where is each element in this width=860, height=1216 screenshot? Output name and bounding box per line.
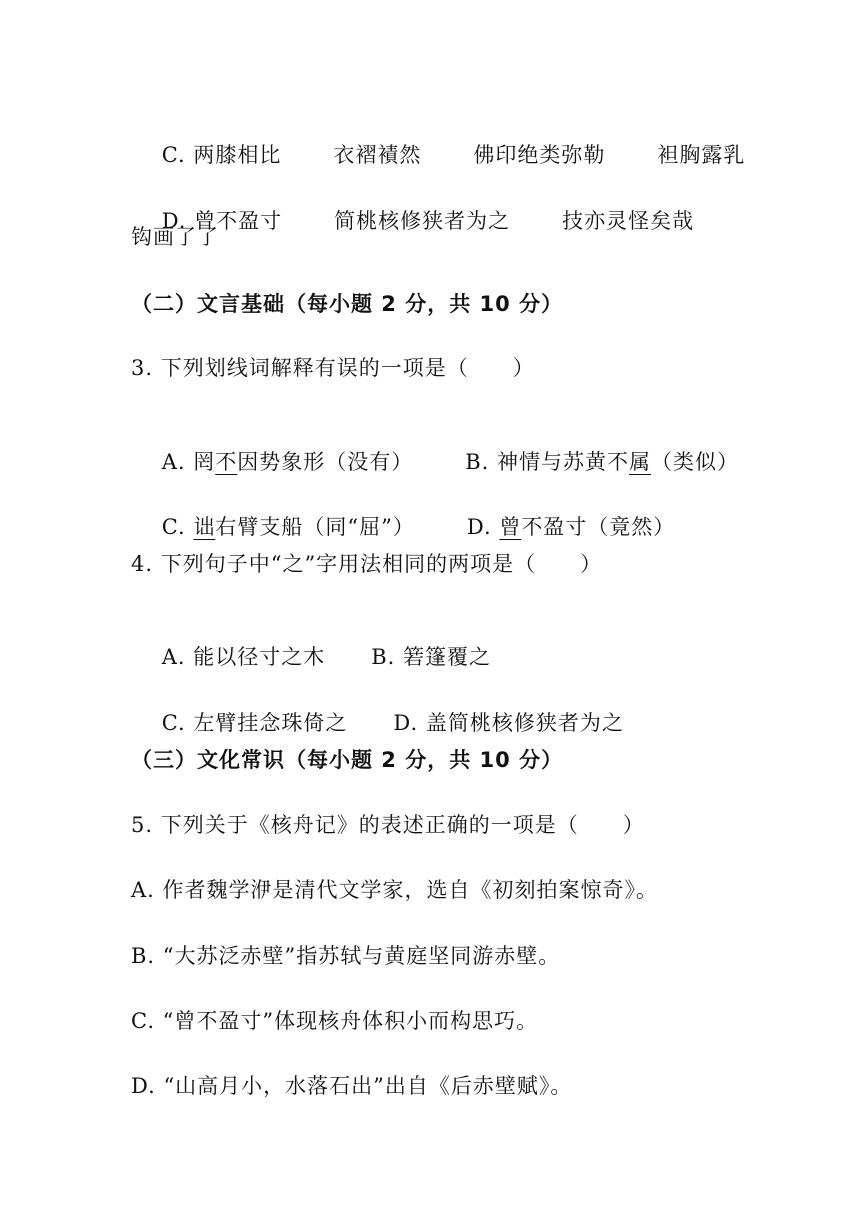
option-line: D. “山高月小，水落石出”出自《后赤壁赋》。 <box>131 1074 573 1098</box>
option-line: C. “曾不盈寸”体现核舟体积小而构思巧。 <box>131 1009 539 1033</box>
question-text: 4. 下列句子中“之”字用法相同的两项是（ ） <box>131 552 603 576</box>
option-text: 简桃核修狭者为之 <box>334 209 511 233</box>
option-line: A. 作者魏学洢是清代文学家，选自《初刻拍案惊奇》。 <box>131 878 659 902</box>
question-text: 3. 下列划线词解释有误的一项是（ ） <box>131 356 535 380</box>
question-text: 5. 下列关于《核舟记》的表述正确的一项是（ ） <box>131 813 645 837</box>
option-text: （类似） <box>651 450 740 474</box>
underlined-word: 属 <box>629 450 652 474</box>
option-text: 不盈寸（竟然） <box>521 515 676 539</box>
option-line: B. “大苏泛赤壁”指苏轼与黄庭坚同游赤壁。 <box>131 944 561 968</box>
option-text: 衣褶襀然 <box>333 143 422 167</box>
option-text: C. 两膝相比 <box>161 143 282 167</box>
option-text: 佛印绝类弥勒 <box>473 143 606 167</box>
option-text: B. 箬篷覆之 <box>371 645 492 669</box>
underlined-word: 诎 <box>193 515 216 539</box>
option-text: B. 神情与苏黄不 <box>465 450 630 474</box>
section-heading: （三）文化常识（每小题 2 分，共 10 分） <box>131 748 564 772</box>
option-text: D. <box>466 515 500 539</box>
option-text: C. 左臂挂念珠倚之 <box>161 711 348 735</box>
option-text: 因势象形（没有） <box>237 450 414 474</box>
underlined-word: 不 <box>215 450 238 474</box>
option-text: D. 曾不盈寸 <box>161 209 283 233</box>
option-text: D. 盖简桃核修狭者为之 <box>393 711 624 735</box>
option-text: 右臂支船（同“屈”） <box>215 515 415 539</box>
option-continuation: 钩画了了 <box>131 225 219 249</box>
option-text: 技亦灵怪矣哉 <box>562 209 695 233</box>
option-text: A. 罔 <box>161 450 216 474</box>
option-text: 袒胸露乳 <box>657 143 746 167</box>
option-text: A. 能以径寸之木 <box>161 645 326 669</box>
section-heading: （二）文言基础（每小题 2 分，共 10 分） <box>131 292 564 316</box>
option-text: C. <box>161 515 194 539</box>
underlined-word: 曾 <box>499 515 522 539</box>
